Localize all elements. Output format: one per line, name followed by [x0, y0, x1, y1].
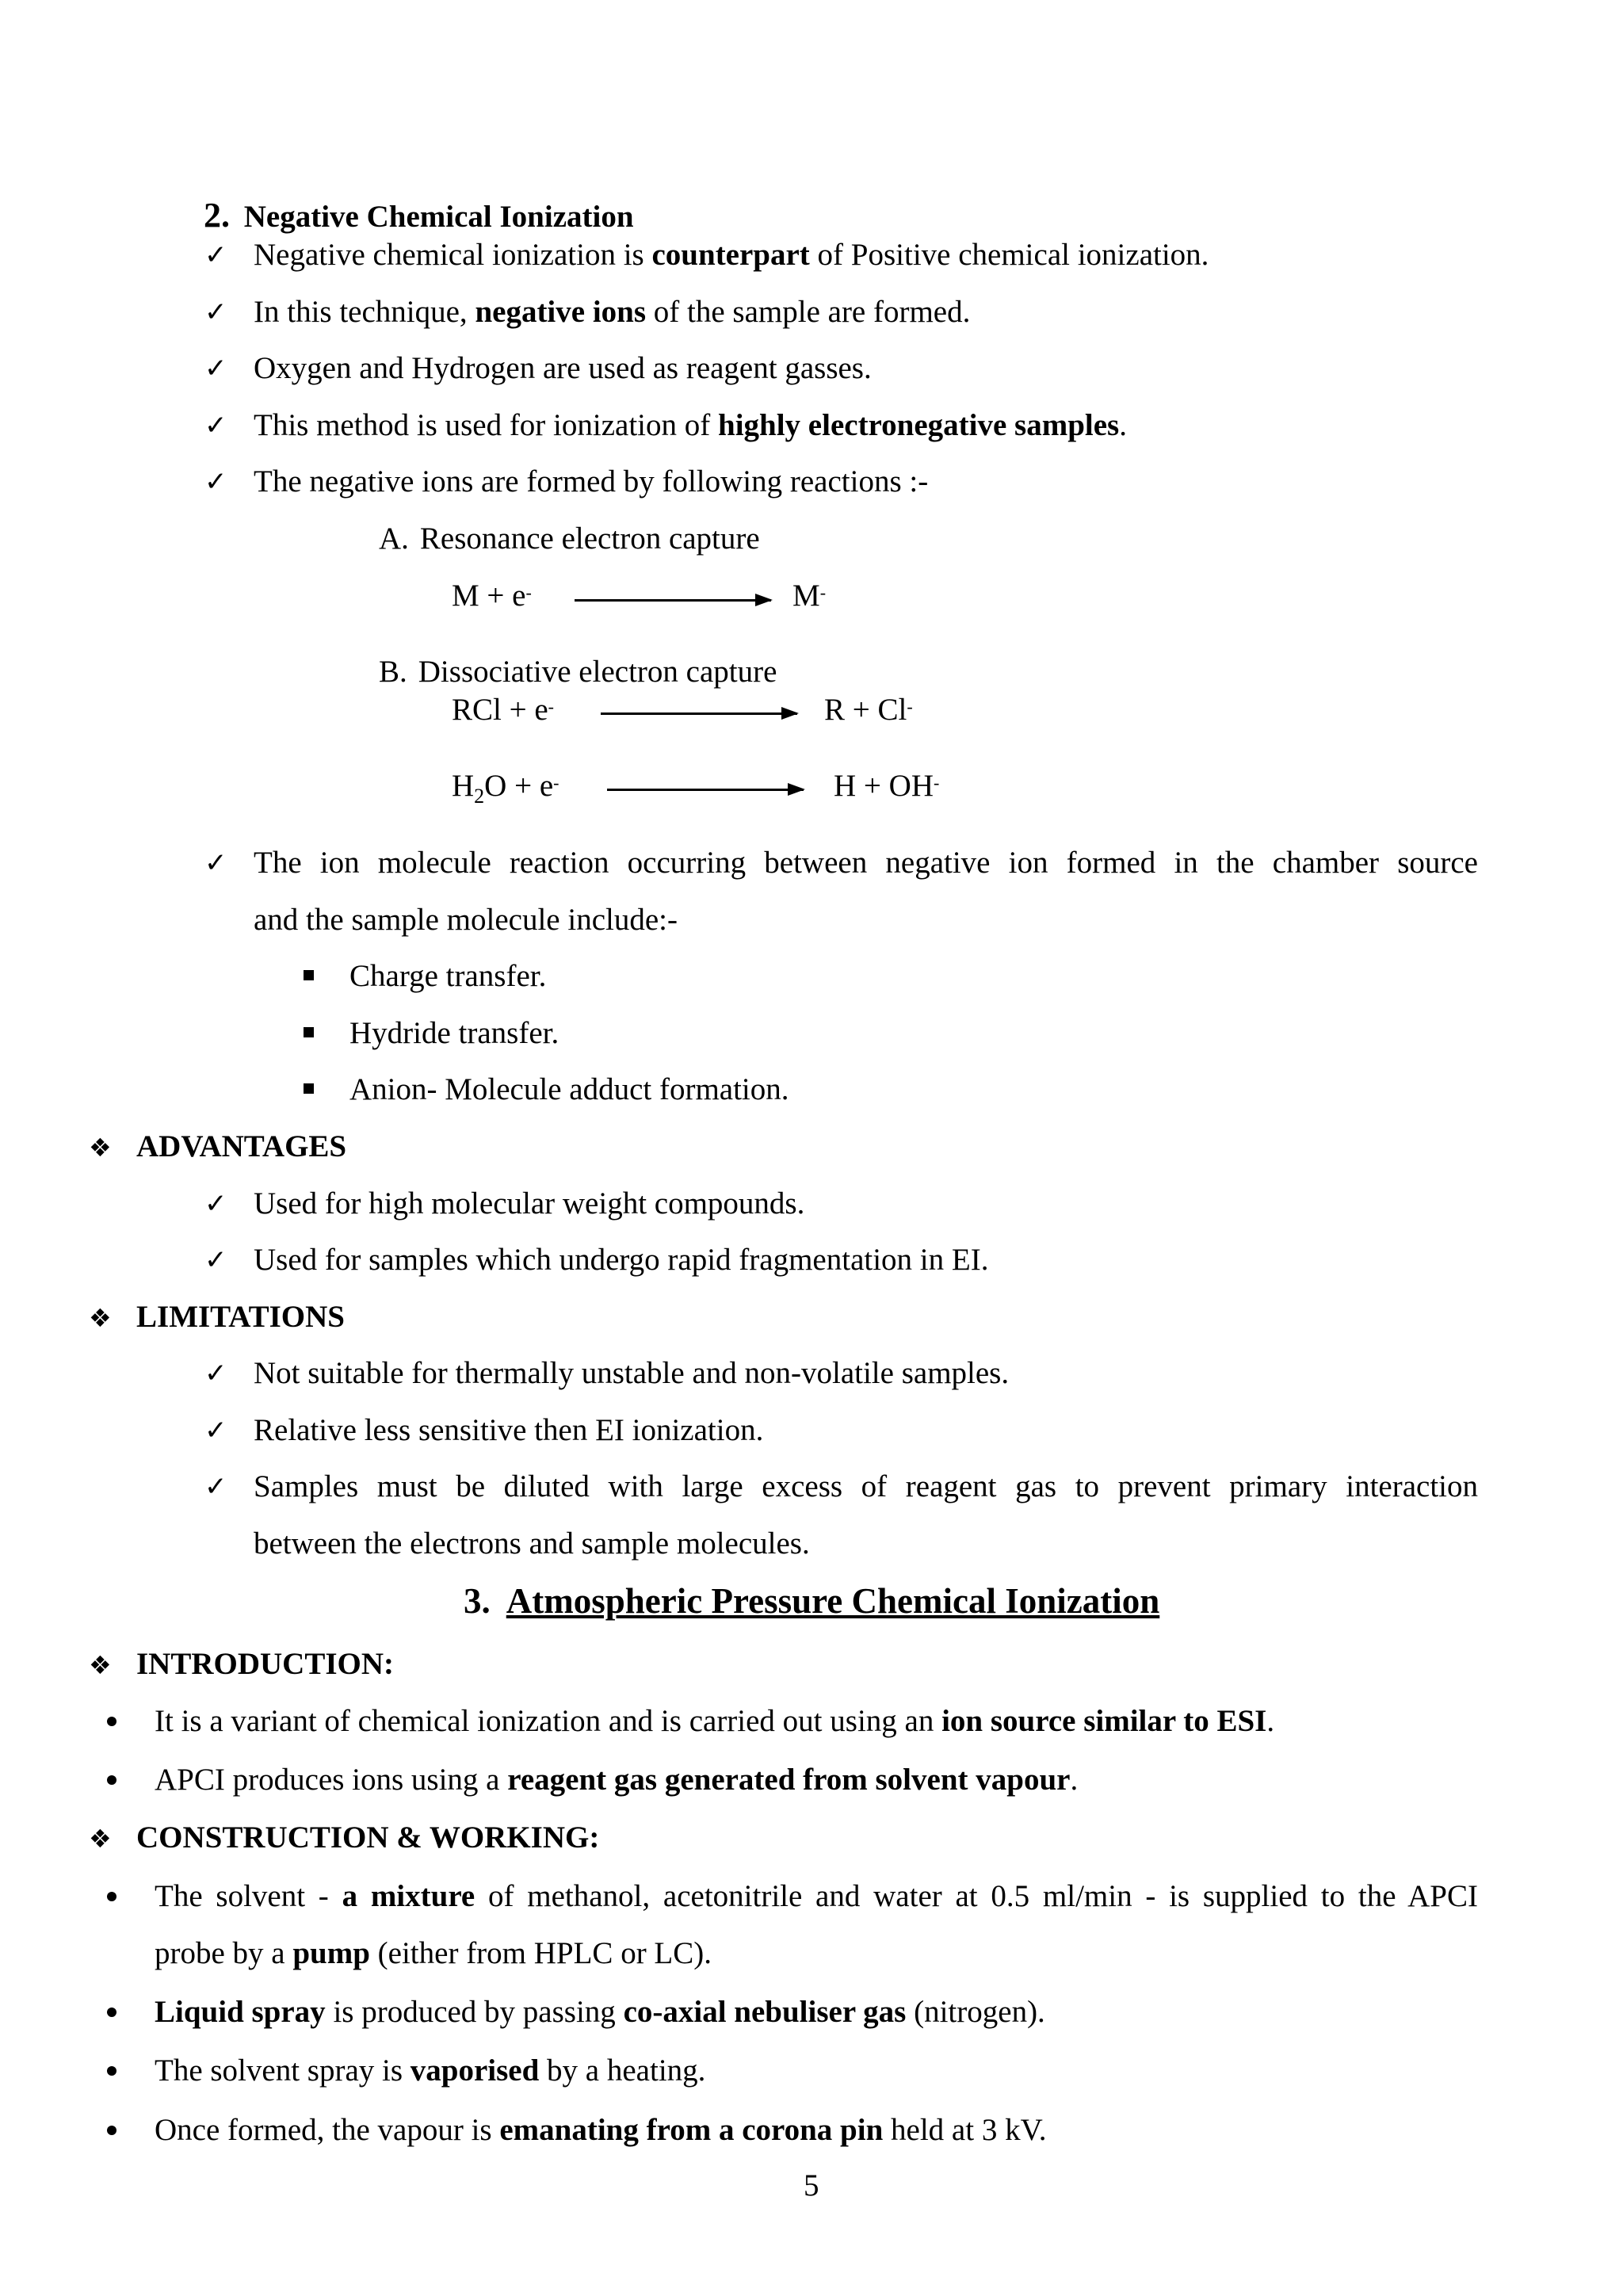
reaction-b-title: B. Dissociative electron capture — [379, 655, 777, 689]
check-icon: ✓ — [204, 466, 227, 498]
construction-heading: CONSTRUCTION & WORKING: — [136, 1820, 600, 1855]
check-icon: ✓ — [204, 1415, 227, 1446]
reaction-a-title: A. Resonance electron capture — [379, 521, 760, 556]
list-item: The negative ions are formed by following reactions :- — [254, 464, 929, 499]
list-item: The solvent spray is vaporised by a heating. — [155, 2053, 706, 2088]
diamond-bullet-icon: ❖ — [89, 1303, 112, 1333]
list-item: Once formed, the vapour is emanating from a corona pin held at 3 kV. — [155, 2113, 1047, 2147]
check-icon: ✓ — [204, 353, 227, 384]
bullet-dot-icon — [107, 2008, 116, 2017]
section-heading: Negative Chemical Ionization — [243, 200, 634, 234]
reaction-arrow-icon — [601, 712, 797, 715]
bullet-dot-icon — [107, 1717, 116, 1726]
bullet-dot-icon — [107, 2126, 116, 2135]
check-icon: ✓ — [204, 1471, 227, 1503]
introduction-heading: INTRODUCTION: — [136, 1647, 395, 1681]
paragraph-line: The ion molecule reaction occurring between negative ion formed in the chamber source — [254, 846, 1478, 880]
page-number: 5 — [804, 2168, 819, 2202]
list-item: Used for high molecular weight compounds. — [254, 1186, 805, 1221]
list-item: Used for samples which undergo rapid fragmentation in EI. — [254, 1243, 989, 1277]
bullet-square-icon — [304, 1083, 314, 1094]
check-icon: ✓ — [204, 1244, 227, 1276]
diamond-bullet-icon: ❖ — [89, 1650, 112, 1680]
list-item: In this technique, negative ions of the sample are formed. — [254, 295, 971, 329]
section-number: 2. — [204, 196, 230, 235]
check-icon: ✓ — [204, 1188, 227, 1220]
list-item: This method is used for ionization of highly electronegative samples. — [254, 408, 1127, 442]
paragraph-line: and the sample molecule include:- — [254, 903, 678, 937]
reaction-a-left: M + e- — [452, 579, 532, 613]
list-item: The solvent - a mixture of methanol, acetonitrile and water at 0.5 ml/min - is supplied to the APCI — [155, 1879, 1478, 1913]
list-item: Relative less sensitive then EI ionization. — [254, 1413, 764, 1447]
reaction-arrow-icon — [607, 789, 804, 791]
reaction-b1-left: RCl + e- — [452, 693, 554, 727]
check-icon: ✓ — [204, 410, 227, 441]
sub-list-item: Anion- Molecule adduct formation. — [349, 1072, 789, 1106]
paragraph-line: probe by a pump (either from HPLC or LC). — [155, 1936, 712, 1970]
reaction-b2-left: $H_2O + e^-$ — [452, 769, 559, 808]
bullet-dot-icon — [107, 1775, 116, 1785]
diamond-bullet-icon: ❖ — [89, 1824, 112, 1854]
bullet-dot-icon — [107, 2066, 116, 2076]
sub-list-item: Hydride transfer. — [349, 1016, 559, 1050]
diamond-bullet-icon: ❖ — [89, 1133, 112, 1163]
reaction-arrow-icon — [575, 599, 771, 602]
limitations-heading: LIMITATIONS — [136, 1300, 345, 1334]
check-icon: ✓ — [204, 1358, 227, 1389]
check-icon: ✓ — [204, 239, 227, 271]
bullet-square-icon — [304, 970, 314, 980]
advantages-heading: ADVANTAGES — [136, 1129, 347, 1163]
bullet-dot-icon — [107, 1892, 116, 1901]
reaction-b1-right: R + Cl- — [824, 693, 913, 727]
paragraph-line: between the electrons and sample molecules. — [254, 1526, 810, 1561]
bullet-square-icon — [304, 1027, 314, 1037]
section-2-heading — [204, 197, 634, 236]
check-icon: ✓ — [204, 296, 227, 328]
list-item: Not suitable for thermally unstable and non-volatile samples. — [254, 1356, 1010, 1390]
sub-list-item: Charge transfer. — [349, 959, 547, 993]
list-item: Liquid spray is produced by passing co-axial nebuliser gas (nitrogen). — [155, 1995, 1045, 2029]
section-3-title: 3. Atmospheric Pressure Chemical Ionization — [464, 1581, 1160, 1621]
list-item: It is a variant of chemical ionization and is carried out using an ion source similar to ESI. — [155, 1704, 1275, 1738]
list-item: Oxygen and Hydrogen are used as reagent gasses. — [254, 351, 872, 385]
paragraph-line: Samples must be diluted with large excess of reagent gas to prevent primary interaction — [254, 1469, 1478, 1503]
reaction-a-right: M- — [792, 579, 827, 613]
check-icon: ✓ — [204, 847, 227, 879]
list-item: APCI produces ions using a reagent gas generated from solvent vapour. — [155, 1763, 1079, 1797]
reaction-b2-right: H + OH- — [834, 769, 940, 803]
list-item: Negative chemical ionization is counterpart of Positive chemical ionization. — [254, 238, 1209, 272]
